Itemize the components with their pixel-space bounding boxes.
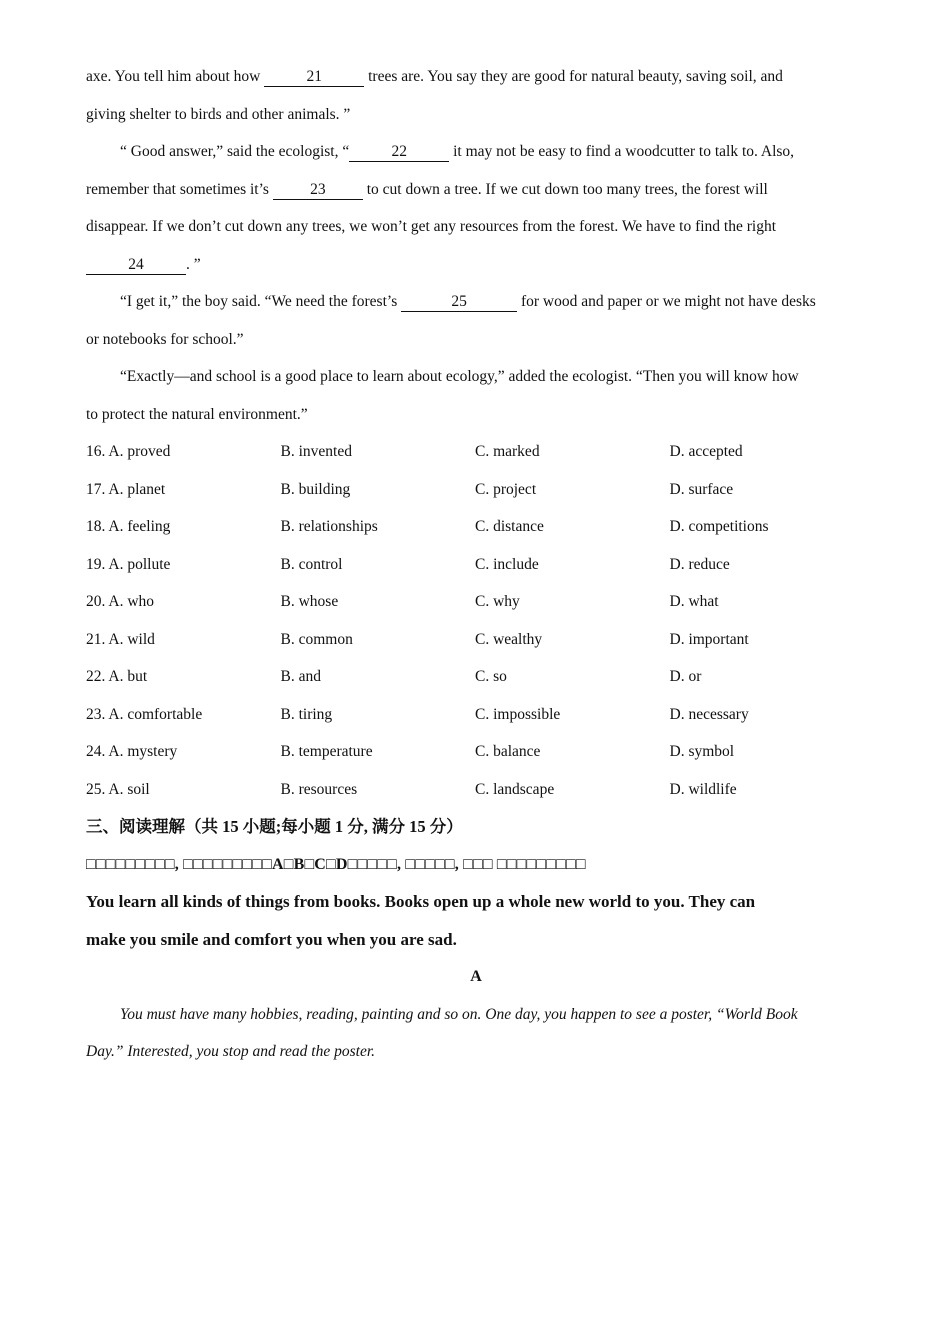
option-a: 17. A. planet <box>86 480 166 498</box>
option-b: B. invented <box>280 443 352 460</box>
option-row-17 <box>86 471 866 509</box>
reading-text-line: You must have many hobbies, reading, painting and so on. One day, you happen to see a poster, “World Book <box>120 1005 798 1023</box>
blank-23: 23 <box>273 181 363 200</box>
passage-text: it may not be easy to find a woodcutter to talk to. Also, <box>453 143 795 160</box>
option-row-25 <box>86 771 866 809</box>
option-c: C. balance <box>475 743 541 760</box>
option-b: B. control <box>280 555 343 573</box>
section-heading: 三、阅读理解（共 15 小题;每小题 1 分, 满分 15 分） <box>86 817 463 836</box>
passage-line <box>86 283 866 321</box>
passage-text: remember that sometimes it’s <box>86 180 269 198</box>
intro-paragraph-line: You learn all kinds of things from books. Books open up a whole new world to you. They can <box>86 892 756 911</box>
option-a: 22. A. but <box>86 668 148 685</box>
option-a: 19. A. pollute <box>86 555 171 573</box>
passage-line <box>86 133 866 171</box>
passage-text: giving shelter to birds and other animals. ” <box>86 105 351 123</box>
option-a: 24. A. mystery <box>86 743 178 760</box>
option-row-18 <box>86 508 866 546</box>
option-c: C. project <box>475 480 537 498</box>
option-c: C. distance <box>475 518 544 535</box>
passage-line <box>86 58 866 96</box>
option-b: B. relationships <box>280 518 378 535</box>
option-a: 16. A. proved <box>86 443 171 460</box>
part-label: A <box>470 968 482 985</box>
option-b: B. temperature <box>280 743 373 760</box>
passage-line <box>86 208 866 246</box>
passage-text: to cut down a tree. If we cut down too many trees, the forest will <box>366 180 768 198</box>
option-a: 20. A. who <box>86 593 155 610</box>
option-c: C. wealthy <box>475 630 543 648</box>
option-c: C. landscape <box>475 780 555 798</box>
passage-text: for wood and paper or we might not have desks <box>520 293 816 310</box>
option-c: C. marked <box>475 443 540 460</box>
option-b: B. and <box>280 668 321 685</box>
option-d: D. symbol <box>669 743 735 760</box>
blank-21: 21 <box>264 68 364 87</box>
option-d: D. or <box>669 668 702 685</box>
passage-line <box>86 358 866 396</box>
option-c: C. include <box>475 555 539 573</box>
option-b: B. building <box>280 480 351 498</box>
passage-text: . ” <box>186 255 201 273</box>
passage-text: “I get it,” the boy said. “We need the forest’s <box>120 293 398 310</box>
option-d: D. necessary <box>669 705 749 723</box>
option-row-22 <box>86 658 866 696</box>
passage-text: or notebooks for school.” <box>86 330 244 348</box>
passage-line <box>86 246 866 284</box>
passage-text: “Exactly—and school is a good place to learn about ecology,” added the ecologist. “Then you will know how <box>120 368 799 385</box>
blank-22: 22 <box>349 143 449 162</box>
option-row-24 <box>86 733 866 771</box>
option-b: B. resources <box>280 780 358 798</box>
blank-24: 24 <box>86 256 186 275</box>
option-b: B. tiring <box>280 705 333 723</box>
option-row-23 <box>86 696 866 734</box>
option-a: 21. A. wild <box>86 630 155 648</box>
option-d: D. wildlife <box>669 780 737 798</box>
passage-text: axe. You tell him about how <box>86 68 261 85</box>
option-d: D. what <box>669 593 719 610</box>
option-row-20 <box>86 583 866 621</box>
option-d: D. competitions <box>669 518 769 535</box>
option-a: 23. A. comfortable <box>86 705 203 723</box>
passage-text: disappear. If we don’t cut down any trees, we won’t get any resources from the forest. We have to find the right <box>86 218 777 235</box>
option-c: C. impossible <box>475 705 561 723</box>
passage-line <box>86 396 866 434</box>
option-b: B. whose <box>280 593 339 610</box>
option-row-21 <box>86 621 866 659</box>
passage-text: to protect the natural environment.” <box>86 405 308 423</box>
blank-25: 25 <box>401 293 517 312</box>
option-d: D. accepted <box>669 443 743 460</box>
option-d: D. surface <box>669 480 734 498</box>
section-instruction: □□□□□□□□□, □□□□□□□□□A□B□C□D□□□□□, □□□□□, □□□ □□□□□□□□□ <box>86 855 586 873</box>
option-row-19 <box>86 546 866 584</box>
option-c: C. why <box>475 593 520 610</box>
option-a: 25. A. soil <box>86 780 150 798</box>
passage-line <box>86 171 866 209</box>
option-c: C. so <box>475 668 507 685</box>
passage-text: “ Good answer,” said the ecologist, “ <box>120 143 350 160</box>
option-a: 18. A. feeling <box>86 518 171 535</box>
passage-line <box>86 321 866 359</box>
option-b: B. common <box>280 630 353 648</box>
reading-text-line: Day.” Interested, you stop and read the poster. <box>86 1043 376 1060</box>
passage-line <box>86 96 866 134</box>
intro-paragraph-line: make you smile and comfort you when you are sad. <box>86 929 457 949</box>
option-d: D. important <box>669 630 749 648</box>
document-page <box>86 58 866 1071</box>
option-d: D. reduce <box>669 555 730 573</box>
option-row-16 <box>86 433 866 471</box>
passage-text: trees are. You say they are good for natural beauty, saving soil, and <box>368 68 783 85</box>
